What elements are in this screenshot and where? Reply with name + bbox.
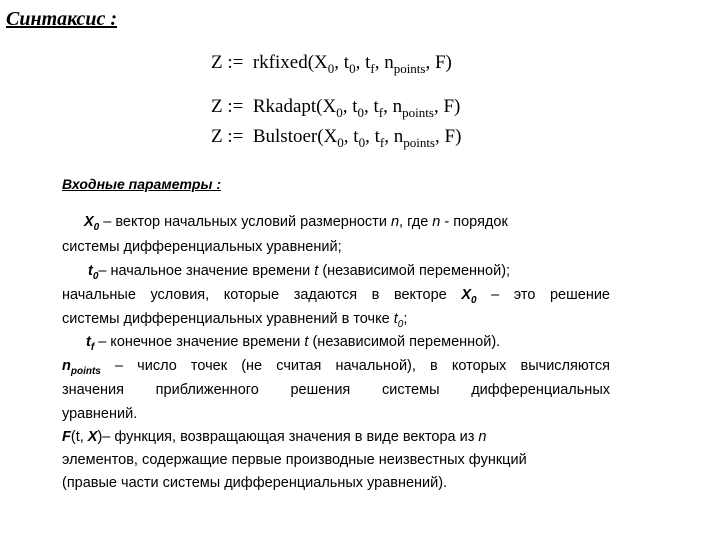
param-npoints-line: $n_{points}$ – число точек (не считая начальной), в которых вычисляются [62, 358, 610, 377]
param-f-line: F(t, X)– функция, возвращающая значения в виде вектора из n [62, 429, 487, 445]
param-line-5: системы дифференциальных уравнений в точке $t_0$; [62, 311, 408, 330]
param-line-2: системы дифференциальных уравнений; [62, 239, 342, 255]
input-params-heading: Входные параметры : [62, 176, 221, 192]
syntax-line-rkfixed: Z := $rkfixed(X_0$, $t_0$, $t_f$, $n_{points}$, F) [211, 52, 452, 76]
param-tf-line: $t_f$ – конечное значение времени t (независимой переменной). [86, 334, 501, 353]
syntax-line-rkadapt: Z := $Rkadapt(X_0$, $t_0$, $t_f$, $n_{points}$, F) [211, 96, 461, 120]
param-x0-line: $X_0$ – вектор начальных условий размерности n, где n - порядок [84, 214, 508, 233]
param-t0-line: $t_0-$ начальное значение времени t (независимой переменной); [88, 263, 511, 282]
param-line-12: (правые части системы дифференциальных уравнений). [62, 475, 448, 491]
param-line-8: значения приближенного решения системы дифференциальных [62, 382, 610, 398]
param-line-9: уравнений. [62, 406, 138, 422]
param-line-11: элементов, содержащие первые производные неизвестных функций [62, 452, 527, 468]
param-line-4: начальные условия, которые задаются в векторе $X_0$ – это решение [62, 287, 610, 306]
syntax-line-bulstoer: Z := $Bulstoer(X_0$, $t_0$, $t_f$, $n_{points}$, F) [211, 126, 462, 150]
syntax-title: Синтаксис : [6, 8, 118, 30]
